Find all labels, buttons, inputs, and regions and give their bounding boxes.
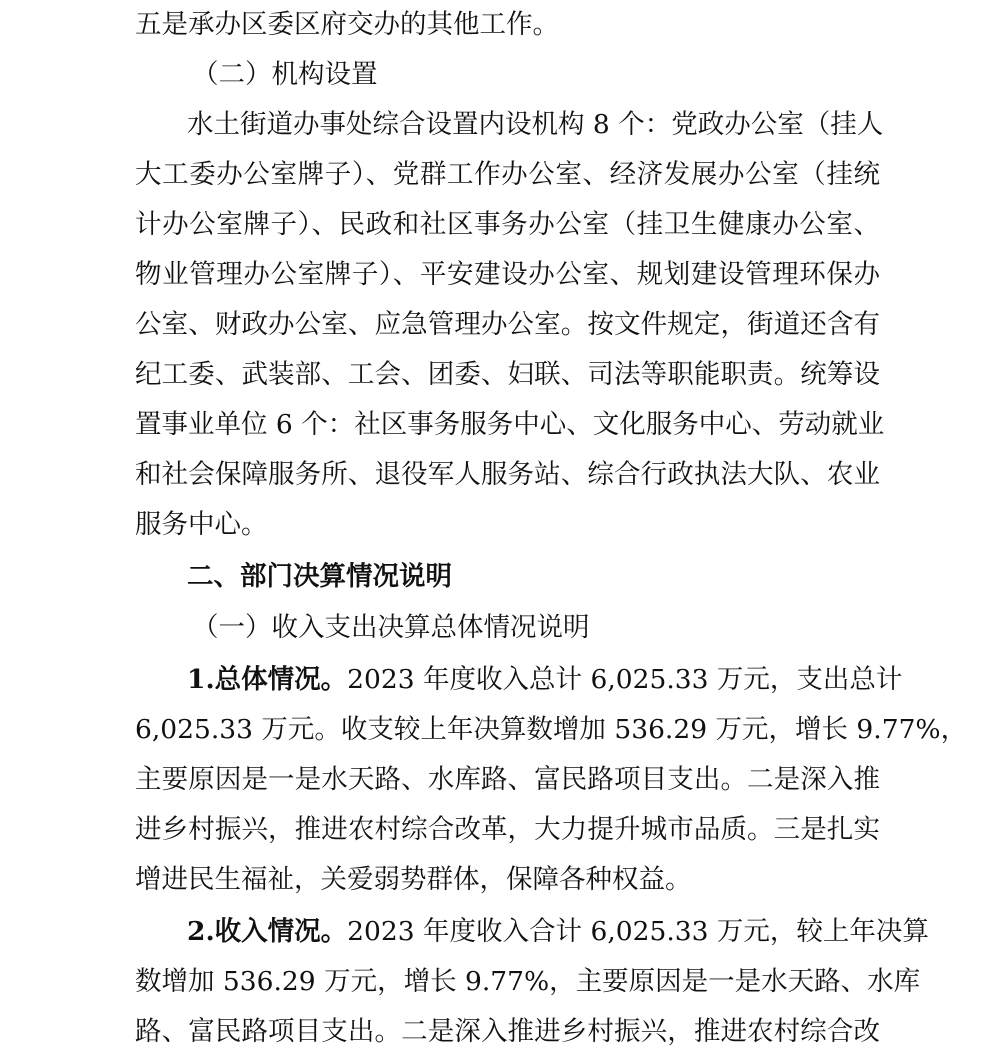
paragraph-first-line (187, 912, 929, 952)
text-line: 大工委办公室牌子）、党群工作办公室、经济发展办公室（挂统 (135, 159, 880, 190)
text-line: 纪工委、武装部、工会、团委、妇联、司法等职能职责。统筹设 (135, 359, 880, 390)
text-line: 数增加 536.29 万元，增长 9.77%，主要原因是一是水天路、水库 (135, 966, 921, 997)
text-line: 主要原因是一是水天路、水库路、富民路项目支出。二是深入推 (135, 764, 880, 795)
text-line: 和社会保障服务所、退役军人服务站、综合行政执法大队、农业 (135, 459, 880, 490)
paragraph-lead: 2.收入情况。 (187, 916, 348, 947)
text-line: 公室、财政办公室、应急管理办公室。按文件规定，街道还含有 (135, 309, 880, 340)
section-subheading: （一）收入支出决算总体情况说明 (192, 612, 590, 643)
text-line: 路、富民路项目支出。二是深入推进乡村振兴，推进农村综合改 (135, 1016, 880, 1047)
section-heading: 二、部门决算情况说明 (187, 561, 452, 592)
section-subheading: （二）机构设置 (192, 59, 378, 90)
paragraph-lead: 1.总体情况。 (187, 664, 348, 695)
text-line: 物业管理办公室牌子）、平安建设办公室、规划建设管理环保办 (135, 259, 880, 290)
text-line: 服务中心。 (135, 509, 268, 540)
text-line: 置事业单位 6 个：社区事务服务中心、文化服务中心、劳动就业 (135, 409, 885, 440)
text-line: 6,025.33 万元。收支较上年决算数增加 536.29 万元，增长 9.77%， (135, 714, 968, 745)
paragraph-text: 2023 年度收入合计 6,025.33 万元，较上年决算 (347, 916, 929, 947)
text-line: 进乡村振兴，推进农村综合改革，大力提升城市品质。三是扎实 (135, 814, 880, 845)
paragraph-first-line (187, 660, 903, 700)
text-line: 增进民生福祉，关爱弱势群体，保障各种权益。 (135, 864, 692, 895)
text-line: 计办公室牌子）、民政和社区事务办公室（挂卫生健康办公室、 (135, 209, 880, 240)
text-line: 五是承办区委区府交办的其他工作。 (135, 9, 559, 40)
paragraph-text: 2023 年度收入总计 6,025.33 万元，支出总计 (347, 664, 903, 695)
text-line: 水土街道办事处综合设置内设机构 8 个：党政办公室（挂人 (187, 109, 884, 140)
